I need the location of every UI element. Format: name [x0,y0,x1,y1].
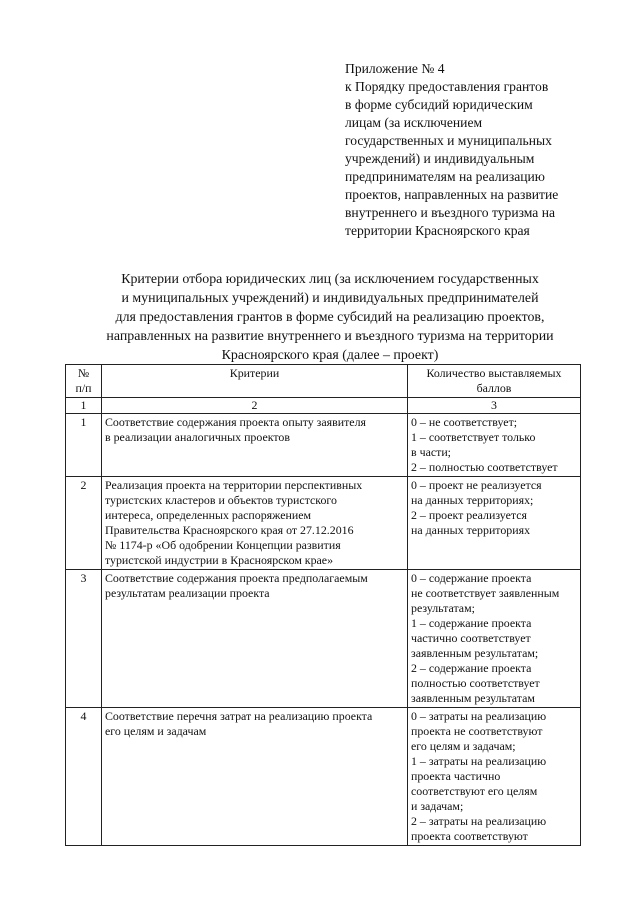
appendix-line: учреждений) и индивидуальным [345,151,535,166]
column-index: 1 [66,398,102,414]
score-cell: 0 – содержание проекта не соответствует заявленным результатам; 1 – содержание проекта частично соответствует заявленным результатам; 2 – содержание проекта полностью соответствует заявленным результатам [408,570,581,708]
criteria-cell: Соответствие содержания проекта предполагаемым результатам реализации проекта [102,570,408,708]
appendix-line: проектов, направленных на развитие [345,187,559,202]
appendix-line: предпринимателям на реализацию [345,169,545,184]
score-cell: 0 – не соответствует; 1 – соответствует только в части; 2 – полностью соответствует [408,414,581,477]
score-cell: 0 – проект не реализуется на данных территориях; 2 – проект реализуется на данных территориях [408,477,581,570]
row-number: 3 [66,570,102,708]
header-number: № п/п [66,365,102,398]
table-row [66,570,581,708]
table-header-row [66,365,581,398]
column-index: 2 [102,398,408,414]
appendix-line: к Порядку предоставления грантов [345,79,549,94]
header-criteria: Критерии [102,365,408,398]
row-number: 2 [66,477,102,570]
title-line: Критерии отбора юридических лиц (за исключением государственных [121,272,539,287]
row-number: 4 [66,708,102,846]
title-line: Красноярского края (далее – проект) [221,348,439,363]
row-number: 1 [66,414,102,477]
appendix-line: внутреннего и въездного туризма на [345,205,556,220]
appendix-line: Приложение № 4 [345,61,445,76]
column-index-row [66,398,581,414]
criteria-cell: Соответствие содержания проекта опыту заявителя в реализации аналогичных проектов [102,414,408,477]
criteria-table [65,364,581,846]
column-index: 3 [408,398,581,414]
title-line: направленных на развитие внутреннего и въездного туризма на территории [106,329,554,344]
table-row [66,477,581,570]
title-line: и муниципальных учреждений) и индивидуальных предпринимателей [121,291,539,306]
appendix-line: государственных и муниципальных [345,133,552,148]
score-cell: 0 – затраты на реализацию проекта не соответствуют его целям и задачам; 1 – затраты на реализацию проекта частично соответствуют его целям и задачам; 2 – затраты на реализацию проекта соответствуют [408,708,581,846]
header-score: Количество выставляемых баллов [408,365,581,398]
document-title [60,270,600,365]
appendix-line: лицам (за исключением [345,115,483,130]
table-row [66,414,581,477]
appendix-note [345,60,605,240]
title-line: для предоставления грантов в форме субсидий на реализацию проектов, [115,310,545,325]
table-row [66,708,581,846]
appendix-line: территории Красноярского края [345,223,530,238]
appendix-line: в форме субсидий юридическим [345,97,533,112]
criteria-cell: Соответствие перечня затрат на реализацию проекта его целям и задачам [102,708,408,846]
criteria-cell: Реализация проекта на территории перспективных туристских кластеров и объектов туристского интереса, определенных распоряжением Правительства Красноярского края от 27.12.2016 № 1174-р «Об одобрении Концепции развития туристской индустрии в Красноярском крае» [102,477,408,570]
